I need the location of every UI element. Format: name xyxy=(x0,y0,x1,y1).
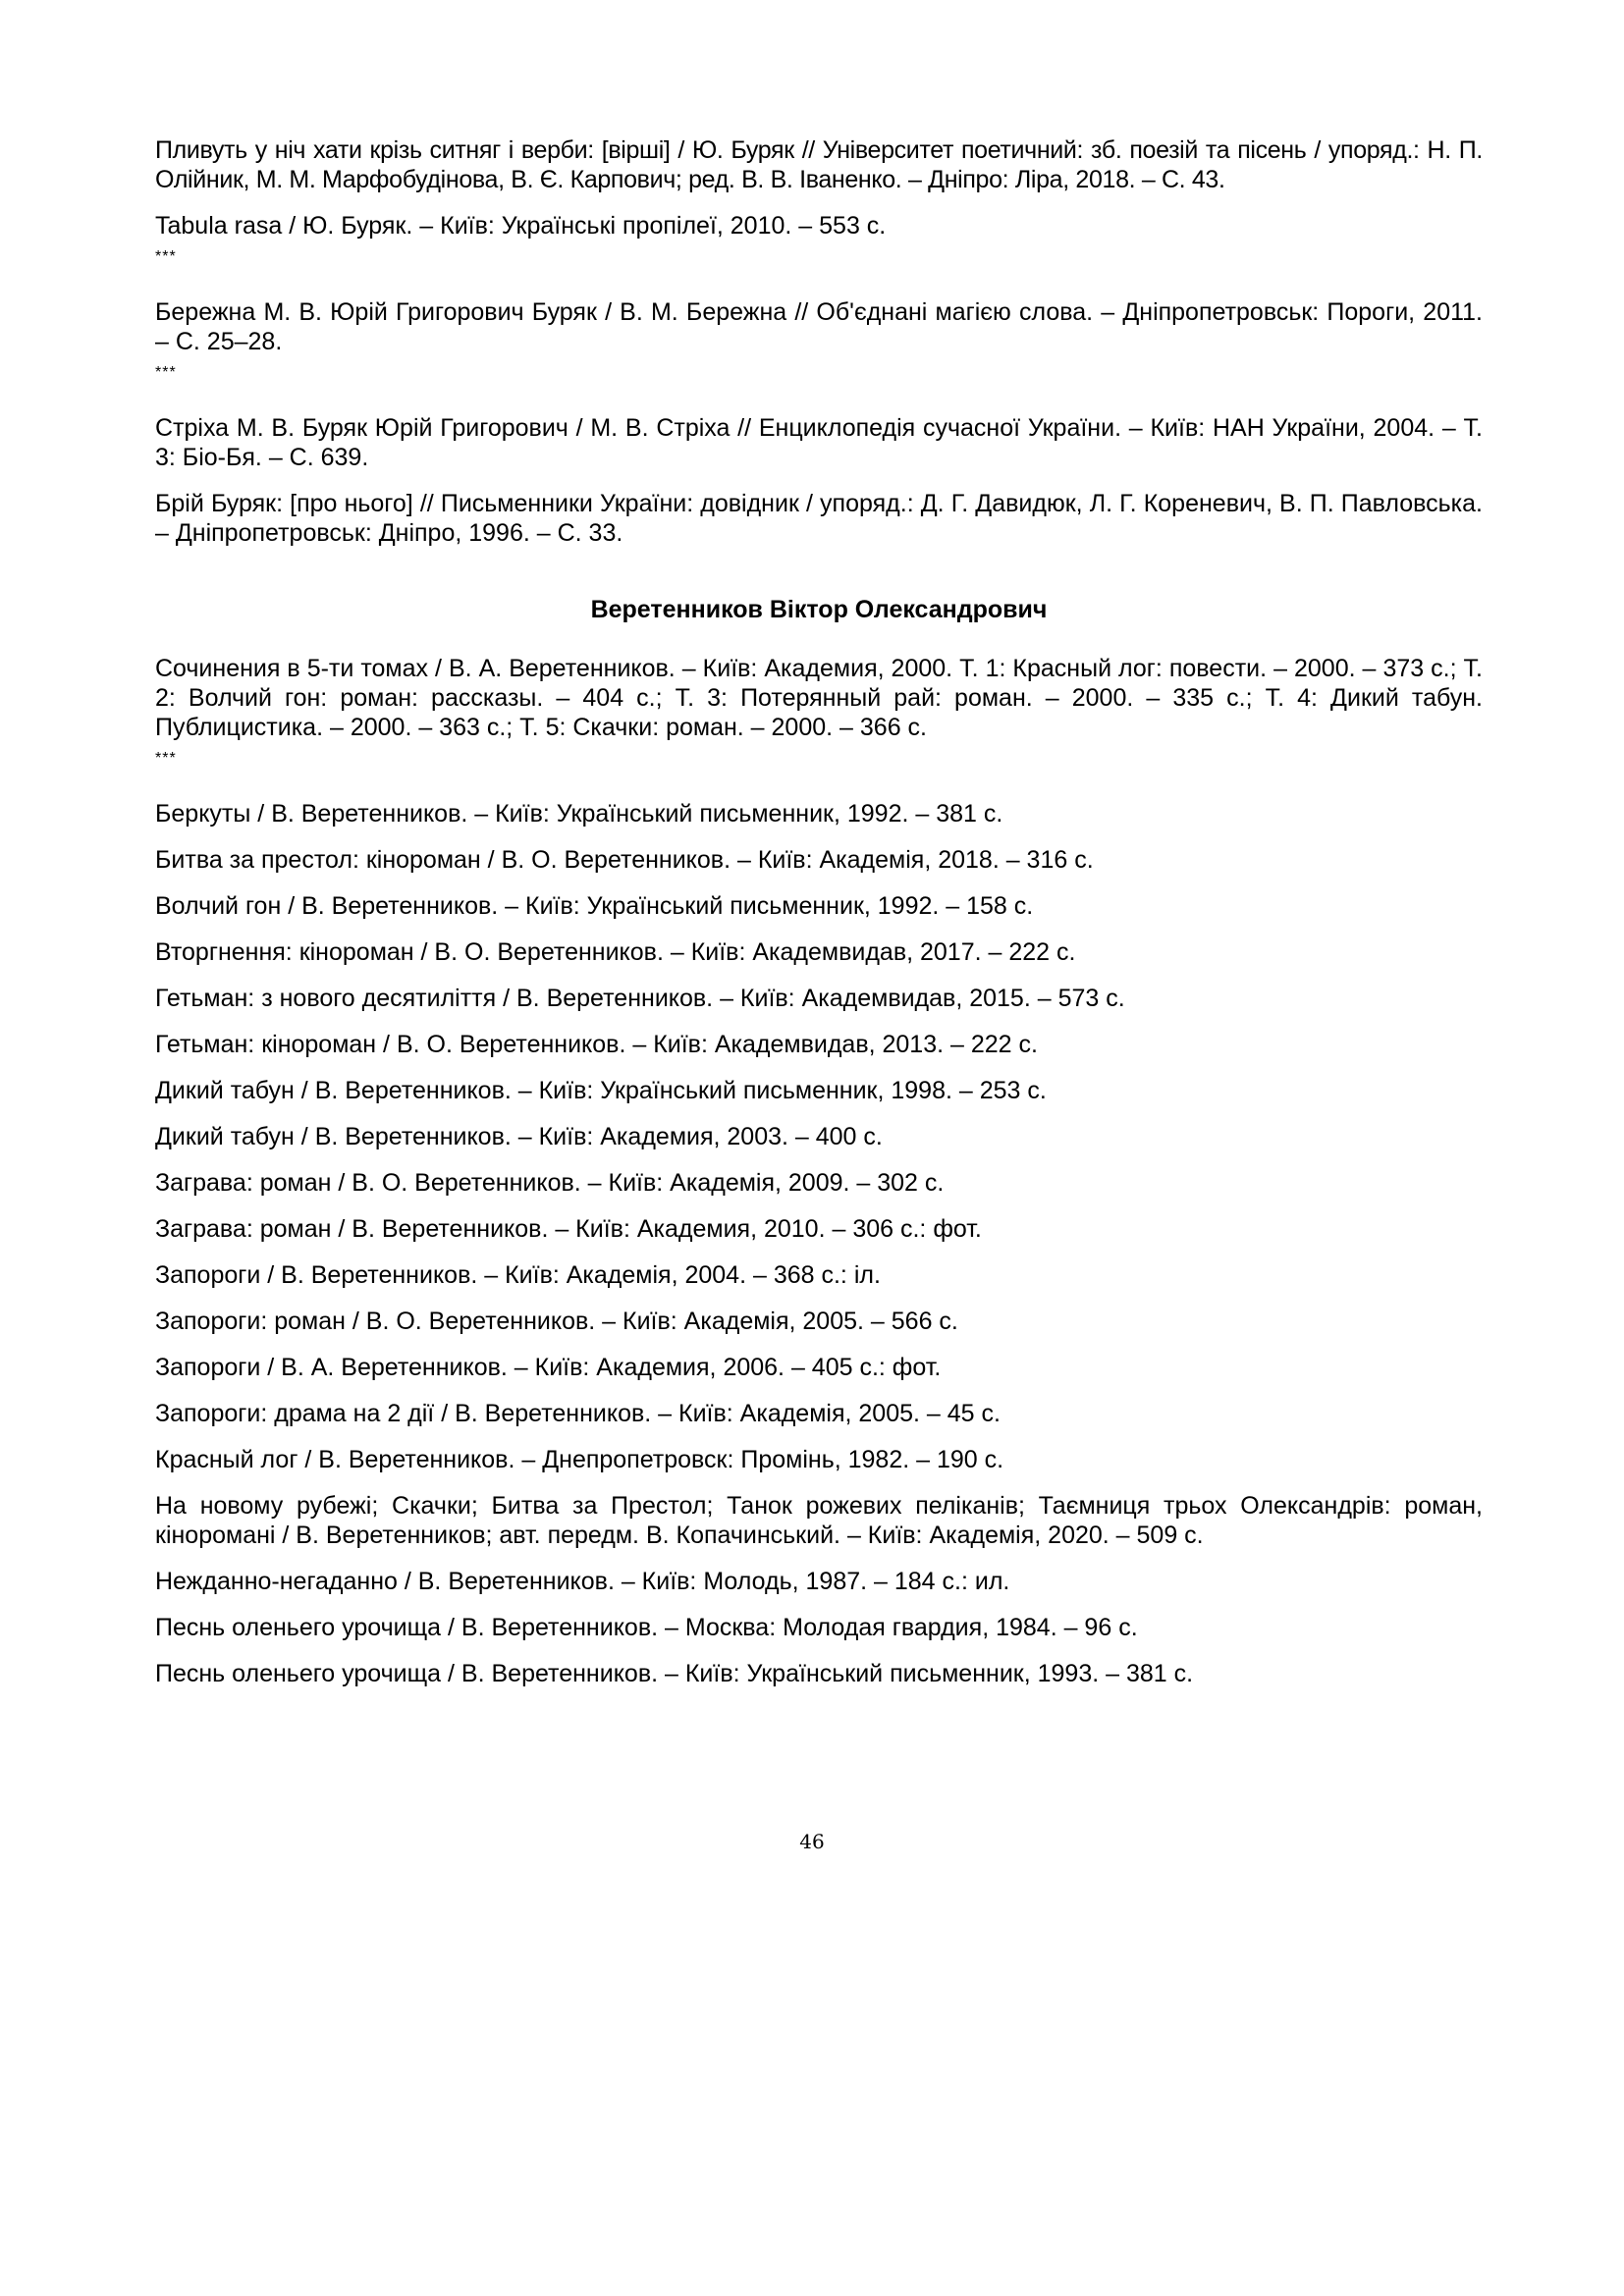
bibliography-section-3 xyxy=(155,413,1483,548)
bibliography-section-2 xyxy=(155,297,1483,382)
bibliography-entry: Песнь оленьего урочища / В. Веретенников. – Москва: Молодая гвардия, 1984. – 96 с. xyxy=(155,1614,1138,1641)
bibliography-entry: Нежданно-негаданно / В. Веретенников. – Київ: Молодь, 1987. – 184 с.: ил. xyxy=(155,1568,1010,1595)
bibliography-entry: Песнь оленьего урочища / В. Веретенников. – Київ: Український письменник, 1993. – 381 с. xyxy=(155,1660,1194,1687)
bibliography-entry: Запороги: роман / В. О. Веретенников. – Київ: Академія, 2005. – 566 с. xyxy=(155,1308,958,1335)
section-separator: *** xyxy=(155,750,177,767)
bibliography-entry: Запороги / В. Веретенников. – Київ: Академія, 2004. – 368 с.: іл. xyxy=(155,1261,881,1289)
bibliography-entry: Дикий табун / В. Веретенников. – Київ: Український письменник, 1998. – 253 с. xyxy=(155,1077,1047,1104)
bibliography-entry: Брій Буряк: [про нього] // Письменники України: довідник / упоряд.: Д. Г. Давидюк, Л. Г. Кореневич, В. П. Павловська. – Дніпропетровськ: Дніпро, 1996. – С. 33. xyxy=(155,490,1483,547)
section-separator: *** xyxy=(155,248,177,265)
bibliography-section-4 xyxy=(155,654,1483,768)
bibliography-entry: Дикий табун / В. Веретенников. – Київ: Академия, 2003. – 400 с. xyxy=(155,1123,883,1150)
bibliography-entry: Заграва: роман / В. О. Веретенников. – Київ: Академія, 2009. – 302 с. xyxy=(155,1169,945,1197)
bibliography-entry: Гетьман: з нового десятиліття / В. Веретенников. – Київ: Академвидав, 2015. – 573 с. xyxy=(155,985,1125,1012)
bibliography-entry: Заграва: роман / В. Веретенников. – Київ: Академия, 2010. – 306 с.: фот. xyxy=(155,1215,982,1243)
page-content xyxy=(155,135,1483,1705)
bibliography-entry: Беркуты / В. Веретенников. – Київ: Український письменник, 1992. – 381 с. xyxy=(155,800,1003,828)
bibliography-entry: Битва за престол: кінороман / В. О. Веретенников. – Київ: Академія, 2018. – 316 с. xyxy=(155,846,1094,874)
bibliography-entry: Красный лог / В. Веретенников. – Днепропетровск: Промінь, 1982. – 190 с. xyxy=(155,1446,1004,1473)
bibliography-entry: Tabula rasa / Ю. Буряк. – Київ: Українські пропілеї, 2010. – 553 с. xyxy=(155,212,887,240)
bibliography-entry: Гетьман: кінороман / В. О. Веретенников. – Київ: Академвидав, 2013. – 222 с. xyxy=(155,1031,1038,1058)
bibliography-entry: Запороги / В. А. Веретенников. – Київ: Академия, 2006. – 405 с.: фот. xyxy=(155,1354,942,1381)
bibliography-entry: Сочинения в 5-ти томах / В. А. Веретенников. – Київ: Академия, 2000. Т. 1: Красный лог: повести. – 2000. – 373 с.; Т. 2: Волчий гон: роман: рассказы. – 404 с.; Т. 3: Потерянный рай: роман. – 2000. – 335 с.; Т. 4: Дикий табун. Публицистика. – 2000. – 363 с.; Т. 5: Скачки: роман. – 2000. – 366 с. xyxy=(155,655,1483,741)
section-separator: *** xyxy=(155,364,177,381)
bibliography-entry: Стріха М. В. Буряк Юрій Григорович / М. В. Стріха // Енциклопедія сучасної України. – Київ: НАН України, 2004. – Т. 3: Біо-Бя. – С. 639. xyxy=(155,414,1483,471)
page-number: 46 xyxy=(799,1830,825,1853)
bibliography-section-1 xyxy=(155,135,1483,266)
bibliography-entry: На новому рубежі; Скачки; Битва за Престол; Танок рожевих пеліканів; Таємниця трьох Олександрів: роман, кінороманi / В. Веретенников; авт. передм. В. Копачинський. – Київ: Академія, 2020. – 509 с. xyxy=(155,1492,1483,1549)
bibliography-entry: Вторгнення: кінороман / В. О. Веретенников. – Київ: Академвидав, 2017. – 222 с. xyxy=(155,938,1076,966)
author-heading: Веретенников Віктор Олександрович xyxy=(590,596,1048,623)
bibliography-entry: Пливуть у ніч хати крізь ситняг і верби: [вірші] / Ю. Буряк // Університет поетичний: зб. поезій та пісень / упоряд.: Н. П. Олійник, М. М. Марфобудінова, В. Є. Карпович; ред. В. В. Іваненко. – Дніпро: Ліра, 2018. – С. 43. xyxy=(155,136,1483,193)
bibliography-entry: Волчий гон / В. Веретенников. – Київ: Український письменник, 1992. – 158 с. xyxy=(155,892,1034,920)
bibliography-entry: Бережна М. В. Юрій Григорович Буряк / В. М. Бережна // Об'єднані магією слова. – Дніпропетровськ: Пороги, 2011. – С. 25–28. xyxy=(155,298,1483,355)
bibliography-entry: Запороги: драма на 2 дії / В. Веретенников. – Київ: Академія, 2005. – 45 с. xyxy=(155,1400,1001,1427)
bibliography-section-5 xyxy=(155,799,1483,1688)
